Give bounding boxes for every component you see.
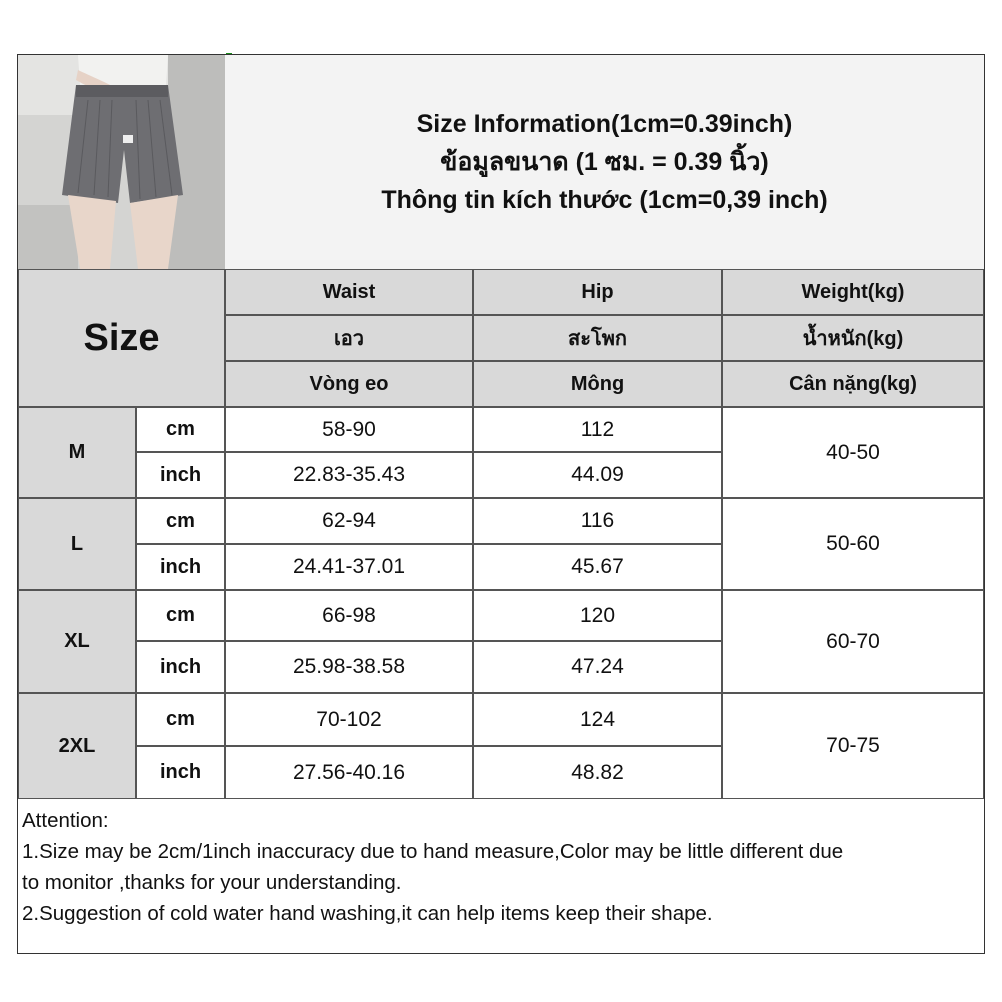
unit-cm-l: cm <box>136 498 225 544</box>
waist-cm-2xl: 70-102 <box>225 693 473 746</box>
hip-header-en: Hip <box>473 269 722 315</box>
weight-2xl: 70-75 <box>722 693 984 799</box>
unit-inch-l: inch <box>136 544 225 590</box>
hip-inch-m: 44.09 <box>473 452 722 498</box>
hip-inch-2xl: 48.82 <box>473 746 722 799</box>
size-header: Size <box>18 269 225 407</box>
notes-line-3: 2.Suggestion of cold water hand washing,it can help items keep their shape. <box>22 902 713 925</box>
waist-inch-m: 22.83-35.43 <box>225 452 473 498</box>
shorts-model-image <box>18 55 225 269</box>
size-label-xl: XL <box>18 590 136 693</box>
notes-line-1: 1.Size may be 2cm/1inch inaccuracy due to hand measure,Color may be little different due <box>22 840 844 863</box>
attention-notes <box>18 799 984 929</box>
waist-inch-l: 24.41-37.01 <box>225 544 473 590</box>
hip-cm-xl: 120 <box>473 590 722 641</box>
waist-header-en: Waist <box>225 269 473 315</box>
hip-header-th: สะโพก <box>473 315 722 361</box>
unit-cm-m: cm <box>136 407 225 452</box>
hip-header-vi: Mông <box>473 361 722 407</box>
title-english: Size Information(1cm=0.39inch) <box>416 110 793 138</box>
waist-header-vi: Vòng eo <box>225 361 473 407</box>
waist-cm-l: 62-94 <box>225 498 473 544</box>
unit-cm-xl: cm <box>136 590 225 641</box>
product-photo <box>18 55 226 270</box>
size-label-l: L <box>18 498 136 590</box>
title-block <box>225 55 984 270</box>
unit-inch-m: inch <box>136 452 225 498</box>
notes-line-2: to monitor ,thanks for your understanding. <box>22 871 402 894</box>
title-vietnamese: Thông tin kích thước (1cm=0,39 inch) <box>381 186 828 214</box>
weight-xl: 60-70 <box>722 590 984 693</box>
weight-header-en: Weight(kg) <box>722 269 984 315</box>
waist-cm-m: 58-90 <box>225 407 473 452</box>
weight-l: 50-60 <box>722 498 984 590</box>
weight-header-th: น้ำหนัก(kg) <box>722 315 984 361</box>
size-chart <box>17 54 985 954</box>
weight-header-vi: Cân nặng(kg) <box>722 361 984 407</box>
waist-cm-xl: 66-98 <box>225 590 473 641</box>
unit-cm-2xl: cm <box>136 693 225 746</box>
unit-inch-xl: inch <box>136 641 225 693</box>
hip-inch-xl: 47.24 <box>473 641 722 693</box>
waist-inch-2xl: 27.56-40.16 <box>225 746 473 799</box>
notes-heading: Attention: <box>22 809 109 832</box>
size-label-2xl: 2XL <box>18 693 136 799</box>
hip-inch-l: 45.67 <box>473 544 722 590</box>
weight-m: 40-50 <box>722 407 984 498</box>
size-label-m: M <box>18 407 136 498</box>
unit-inch-2xl: inch <box>136 746 225 799</box>
hip-cm-2xl: 124 <box>473 693 722 746</box>
hip-cm-l: 116 <box>473 498 722 544</box>
waist-inch-xl: 25.98-38.58 <box>225 641 473 693</box>
title-thai: ข้อมูลขนาด (1 ซม. = 0.39 นิ้ว) <box>440 148 769 176</box>
hip-cm-m: 112 <box>473 407 722 452</box>
waist-header-th: เอว <box>225 315 473 361</box>
